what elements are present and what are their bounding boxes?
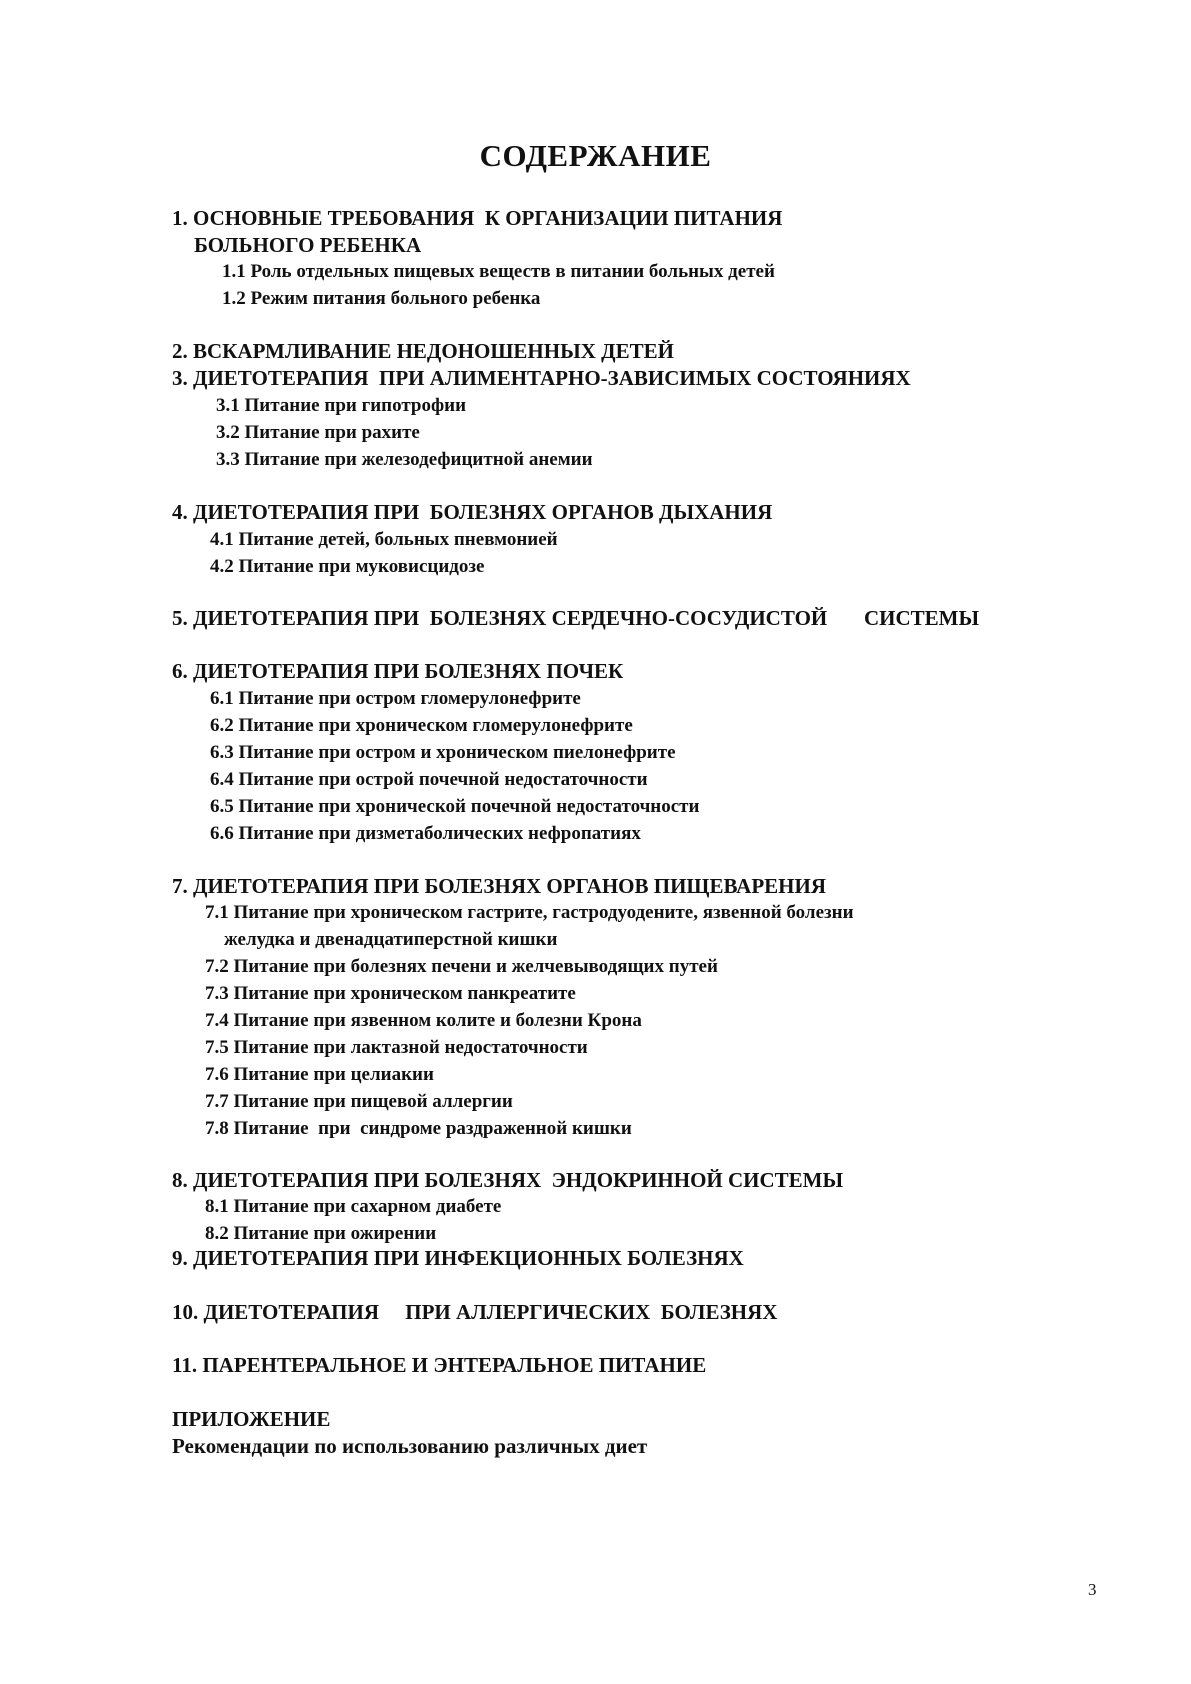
toc-section-heading: ПРИЛОЖЕНИЕ [172, 1407, 331, 1431]
toc-section-heading: 2. ВСКАРМЛИВАНИЕ НЕДОНОШЕННЫХ ДЕТЕЙ [172, 339, 674, 363]
toc-section-heading: 1. ОСНОВНЫЕ ТРЕБОВАНИЯ К ОРГАНИЗАЦИИ ПИТАНИЯ [172, 206, 783, 230]
toc-subsection: 7.8 Питание при синдроме раздраженной кишки [205, 1118, 632, 1139]
toc-subsection: 6.2 Питание при хроническом гломерулонефрите [210, 715, 633, 736]
toc-section-heading: 8. ДИЕТОТЕРАПИЯ ПРИ БОЛЕЗНЯХ ЭНДОКРИННОЙ СИСТЕМЫ [172, 1168, 844, 1192]
toc-subsection: 6.5 Питание при хронической почечной недостаточности [210, 796, 700, 817]
toc-subsection: 7.2 Питание при болезнях печени и желчевыводящих путей [205, 956, 718, 977]
toc-subsection: 6.3 Питание при остром и хроническом пиелонефрите [210, 742, 676, 763]
toc-subsection: 8.1 Питание при сахарном диабете [205, 1196, 502, 1217]
page-title: СОДЕРЖАНИЕ [479, 138, 712, 173]
toc-subsection: 7.4 Питание при язвенном колите и болезни Крона [205, 1010, 642, 1031]
toc-section-heading: Рекомендации по использованию различных диет [172, 1434, 648, 1458]
toc-section-heading: 9. ДИЕТОТЕРАПИЯ ПРИ ИНФЕКЦИОННЫХ БОЛЕЗНЯХ [172, 1246, 744, 1270]
toc-subsection: 1.2 Режим питания больного ребенка [222, 288, 541, 309]
toc-subsection: 7.7 Питание при пищевой аллергии [205, 1091, 513, 1112]
toc-subsection: 4.2 Питание при муковисцидозе [210, 556, 485, 577]
toc-section-heading: 3. ДИЕТОТЕРАПИЯ ПРИ АЛИМЕНТАРНО-ЗАВИСИМЫХ СОСТОЯНИЯХ [172, 366, 911, 390]
page-number: 3 [1088, 1580, 1097, 1599]
toc-section-heading: 10. ДИЕТОТЕРАПИЯ ПРИ АЛЛЕРГИЧЕСКИХ БОЛЕЗНЯХ [172, 1300, 778, 1324]
toc-subsection: 6.6 Питание при дизметаболических нефропатиях [210, 823, 641, 844]
toc-subsection: 3.3 Питание при железодефицитной анемии [216, 449, 593, 470]
toc-section-heading: БОЛЬНОГО РЕБЕНКА [194, 233, 422, 257]
toc-section-heading: 4. ДИЕТОТЕРАПИЯ ПРИ БОЛЕЗНЯХ ОРГАНОВ ДЫХАНИЯ [172, 500, 773, 524]
toc-subsection: 7.6 Питание при целиакии [205, 1064, 434, 1085]
toc-subsection: 7.3 Питание при хроническом панкреатите [205, 983, 576, 1004]
toc-subsection: 6.1 Питание при остром гломерулонефрите [210, 688, 581, 709]
toc-section-heading: 5. ДИЕТОТЕРАПИЯ ПРИ БОЛЕЗНЯХ СЕРДЕЧНО-СОСУДИСТОЙ СИСТЕМЫ [172, 606, 980, 630]
toc-subsection: 6.4 Питание при острой почечной недостаточности [210, 769, 648, 790]
toc-subsection: 4.1 Питание детей, больных пневмонией [210, 529, 558, 550]
toc-section-heading: 11. ПАРЕНТЕРАЛЬНОЕ И ЭНТЕРАЛЬНОЕ ПИТАНИЕ [172, 1353, 707, 1377]
toc-section-heading: 7. ДИЕТОТЕРАПИЯ ПРИ БОЛЕЗНЯХ ОРГАНОВ ПИЩЕВАРЕНИЯ [172, 874, 827, 898]
toc-subsection: 8.2 Питание при ожирении [205, 1223, 437, 1244]
toc-subsection: 7.5 Питание при лактазной недостаточности [205, 1037, 588, 1058]
toc-subsection: желудка и двенадцатиперстной кишки [224, 929, 558, 950]
toc-subsection: 3.2 Питание при рахите [216, 422, 420, 443]
toc-subsection: 7.1 Питание при хроническом гастрите, гастродуодените, язвенной болезни [205, 902, 854, 923]
toc-subsection: 1.1 Роль отдельных пищевых веществ в питании больных детей [222, 261, 775, 282]
toc-section-heading: 6. ДИЕТОТЕРАПИЯ ПРИ БОЛЕЗНЯХ ПОЧЕК [172, 659, 624, 683]
toc-subsection: 3.1 Питание при гипотрофии [216, 395, 467, 416]
